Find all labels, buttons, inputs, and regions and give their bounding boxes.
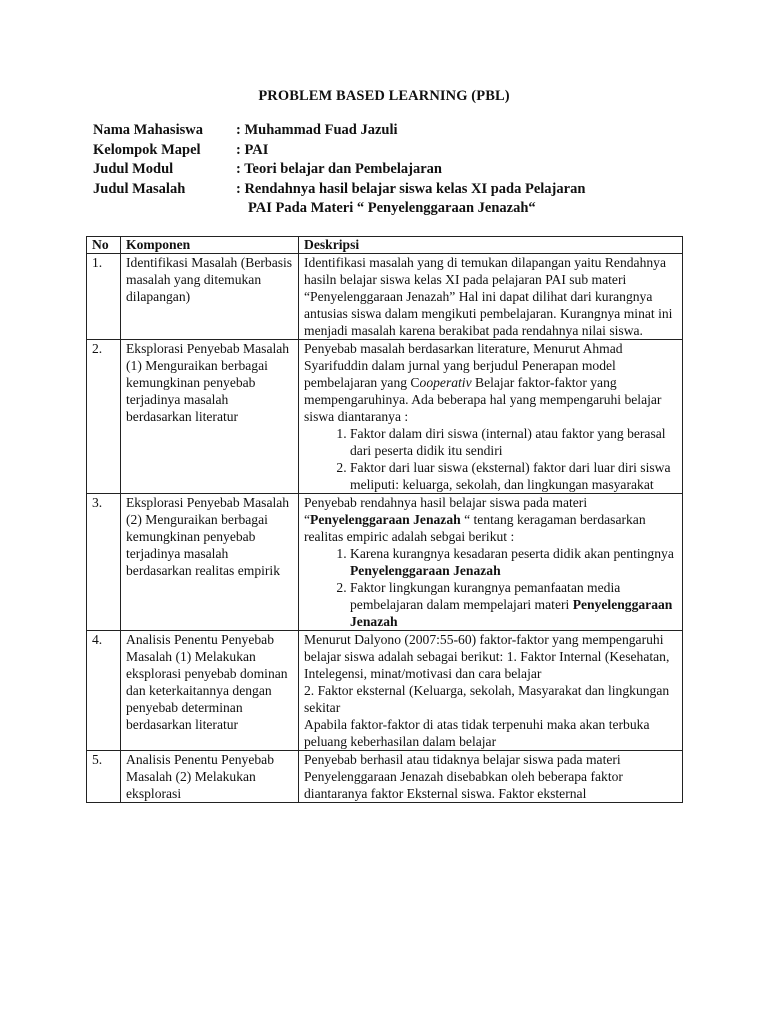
meta-label: Judul Masalah xyxy=(93,180,186,197)
bold-text: Penyelenggaraan Jenazah xyxy=(350,563,501,578)
row-komponen: Analisis Penentu Penyebab Masalah (2) Melakukan eksplorasi xyxy=(121,751,299,803)
row-number: 4. xyxy=(87,631,121,751)
student-info xyxy=(93,121,585,219)
row-deskripsi xyxy=(299,631,683,751)
row-komponen: Eksplorasi Penyebab Masalah (1) Menguraikan berbagai kemungkinan penyebab terjadinya masalah berdasarkan literatur xyxy=(121,340,299,494)
description-paragraph: Apabila faktor-faktor di atas tidak terpenuhi maka akan terbuka peluang keberhasilan dalam belajar xyxy=(304,717,650,749)
header-deskripsi: Deskripsi xyxy=(299,237,683,254)
text-span: “ tentang keragaman berdasarkan realitas empiric adalah sebgai berikut : xyxy=(304,512,646,544)
pbl-table xyxy=(86,236,683,803)
table-row xyxy=(87,751,683,803)
meta-value: : PAI xyxy=(236,141,269,158)
table-row xyxy=(87,631,683,751)
cause-list xyxy=(304,545,678,630)
meta-value-continuation: PAI Pada Materi “ Penyelenggaraan Jenazah“ xyxy=(248,200,536,216)
meta-label: Judul Modul xyxy=(93,161,174,177)
text-span: Penyebab masalah berdasarkan literature, Menurut Ahmad Syarifuddin dalam jurnal yang berjudul Penerapan model pembelajaran yang C xyxy=(304,341,623,390)
row-komponen: Analisis Penentu Penyebab Masalah (1) Melakukan eksplorasi penyebab dominan dan keterkaitannya dengan penyebab determinan berdasarkan literatur xyxy=(121,631,299,751)
meta-label: Kelompok Mapel xyxy=(93,141,201,158)
bold-text: Penyelenggaraan Jenazah xyxy=(310,512,461,527)
table-header-row xyxy=(87,237,683,254)
meta-row-kelompok xyxy=(93,141,585,161)
list-item: 1. Faktor dalam diri siswa (internal) atau faktor yang berasal dari peserta didik itu sendiri xyxy=(350,425,678,459)
table-row xyxy=(87,254,683,340)
row-number: 2. xyxy=(87,340,121,494)
list-item: 2. Faktor dari luar siswa (eksternal) faktor dari luar diri siswa meliputi: keluarga, sekolah, dan lingkungan masyarakat xyxy=(350,459,678,493)
row-number: 3. xyxy=(87,494,121,631)
text-span: Belajar faktor-faktor yang mempengaruhinya. Ada beberapa hal yang mempengaruhi belajar siswa diantaranya : xyxy=(304,375,662,424)
list-item xyxy=(350,579,678,630)
meta-row-modul xyxy=(93,160,585,180)
meta-value: : Muhammad Fuad Jazuli xyxy=(236,122,398,138)
row-deskripsi: Penyebab berhasil atau tidaknya belajar siswa pada materi Penyelenggaraan Jenazah disebabkan oleh beberapa faktor diantaranya faktor Eksternal siswa. Faktor eksternal xyxy=(299,751,683,803)
row-komponen: Eksplorasi Penyebab Masalah (2) Menguraikan berbagai kemungkinan penyebab terjadinya masalah berdasarkan realitas empirik xyxy=(121,494,299,631)
row-deskripsi xyxy=(299,494,683,631)
row-number: 5. xyxy=(87,751,121,803)
row-number: 1. xyxy=(87,254,121,340)
text-span: Faktor lingkungan kurangnya pemanfaatan media pembelajaran dalam mempelajari materi xyxy=(350,580,621,612)
description-paragraph: 2. Faktor eksternal (Keluarga, sekolah, Masyarakat dan lingkungan sekitar xyxy=(304,683,670,715)
meta-row-masalah xyxy=(93,180,585,200)
meta-value: : Rendahnya hasil belajar siswa kelas XI pada Pelajaran xyxy=(236,180,586,197)
meta-value: : Teori belajar dan Pembelajaran xyxy=(236,161,442,177)
text-span: Penyebab rendahnya hasil belajar siswa pada materi “ xyxy=(304,495,588,527)
document-title: PROBLEM BASED LEARNING (PBL) xyxy=(258,88,510,104)
factor-list xyxy=(304,425,678,493)
header-no: No xyxy=(87,237,121,254)
row-komponen: Identifikasi Masalah (Berbasis masalah yang ditemukan dilapangan) xyxy=(121,254,299,340)
row-deskripsi xyxy=(299,340,683,494)
list-item xyxy=(350,545,678,579)
table-row xyxy=(87,494,683,631)
bold-text: Penyelenggaraan Jenazah xyxy=(350,597,673,629)
meta-label: Nama Mahasiswa xyxy=(93,122,203,138)
table-row xyxy=(87,340,683,494)
text-span: Karena kurangnya kesadaran peserta didik akan pentingnya xyxy=(350,546,674,561)
description-paragraph: Menurut Dalyono (2007:55-60) faktor-faktor yang mempengaruhi belajar siswa adalah sebagai berikut: 1. Faktor Internal (Kesehatan, Intelegensi, minat/motivasi dan cara belajar xyxy=(304,632,670,681)
description-intro xyxy=(304,340,678,425)
header-komponen: Komponen xyxy=(121,237,299,254)
italic-text: ooperativ xyxy=(419,375,472,390)
row-deskripsi: Identifikasi masalah yang di temukan dilapangan yaitu Rendahnya hasiln belajar siswa kelas XI pada pelajaran PAI sub materi “Penyelenggaraan Jenazah” Hal ini dapat dilihat dari kurangnya antusias siswa dalam mengikuti pembelajaran. Kurangnya minat ini menjadi masalah karena berakibat pada rendahnya nilai siswa. xyxy=(299,254,683,340)
description-intro xyxy=(304,494,678,545)
meta-row-nama xyxy=(93,121,585,141)
